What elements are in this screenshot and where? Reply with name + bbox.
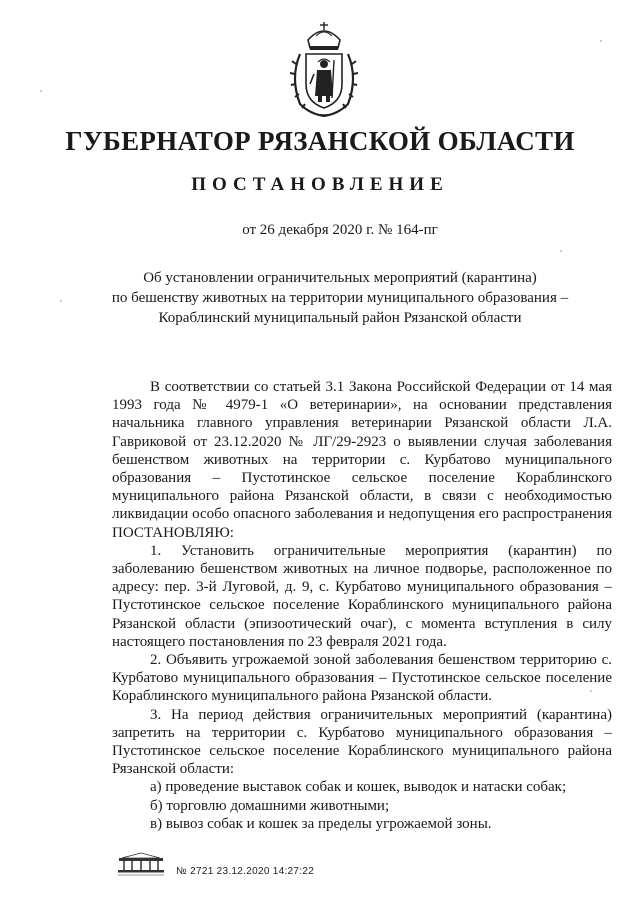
preamble-paragraph: В соответствии со статьей 3.1 Закона Российской Федерации от 14 мая 1993 года № 4979-1 «О ветеринарии», на основании представления начальника главного управления ветеринарии Рязанской области Л.А. Гавриковой от 23.12.2020 № ЛГ/29-2923 о выявлении случая заболевания бешенством животных на территории с. Курбатово муниципального образования – Пустотинское сельское поселение Кораблинского муниципального района Рязанской области, в связи с необходимостью ликвидации особо опасного заболевания и недопущения его распространения ПОСТАНОВЛЯЮ:: [112, 379, 612, 541]
list-item: б) торговлю домашними животными;: [150, 797, 390, 814]
document-date-number: от 26 декабря 2020 г. № 164-пг: [242, 222, 438, 238]
scan-speck: [60, 300, 62, 302]
scan-speck: [560, 250, 562, 252]
scan-speck: [40, 90, 42, 92]
scan-speck: [590, 690, 592, 692]
clause-1-paragraph: 1. Установить ограничительные мероприятия (карантин) по заболеванию бешенством животных на личное подворье, расположенное по адресу: пер. 3-й Луговой, д. 9, с. Курбатово муниципального образования – Пустотинское сельское поселение Кораблинского муниципального района Рязанской области (эпизоотический очаг), с момента вступления в силу настоящего постановления по 23 февраля 2021 года.: [112, 542, 612, 650]
governor-title: ГУБЕРНАТОР РЯЗАНСКОЙ ОБЛАСТИ: [65, 126, 575, 156]
clause-2-paragraph: 2. Объявить угрожаемой зоной заболевания бешенством территорию с. Курбатово муниципального образования – Пустотинское сельское поселение Кораблинского муниципального района Рязанской области.: [112, 652, 612, 705]
registration-stamp-text: № 2721 23.12.2020 14:27:22: [176, 866, 315, 877]
list-item: а) проведение выставок собак и кошек, выводок и натаски собак;: [150, 779, 567, 796]
document-subject: [70, 268, 610, 328]
document-footer: [116, 852, 416, 884]
document-type-heading: ПОСТАНОВЛЕНИЕ: [191, 174, 449, 195]
subject-line: Кораблинский муниципальный район Рязанской области: [158, 310, 522, 326]
scan-speck: [600, 40, 602, 42]
print-house-stamp-icon: [116, 852, 166, 876]
clause-3-paragraph: 3. На период действия ограничительных мероприятий (карантина) запретить на территории с. Курбатово муниципального образования – Пустотинское сельское поселение Кораблинского муниципального района Рязанской области:: [112, 706, 612, 778]
list-item: в) вывоз собак и кошек за пределы угрожаемой зоны.: [150, 815, 492, 832]
subject-line: по бешенству животных на территории муниципального образования –: [111, 290, 569, 306]
ryazan-coat-of-arms-icon: [286, 18, 362, 118]
document-body: [112, 378, 612, 833]
subject-line: Об установлении ограничительных мероприятий (карантина): [143, 270, 537, 286]
